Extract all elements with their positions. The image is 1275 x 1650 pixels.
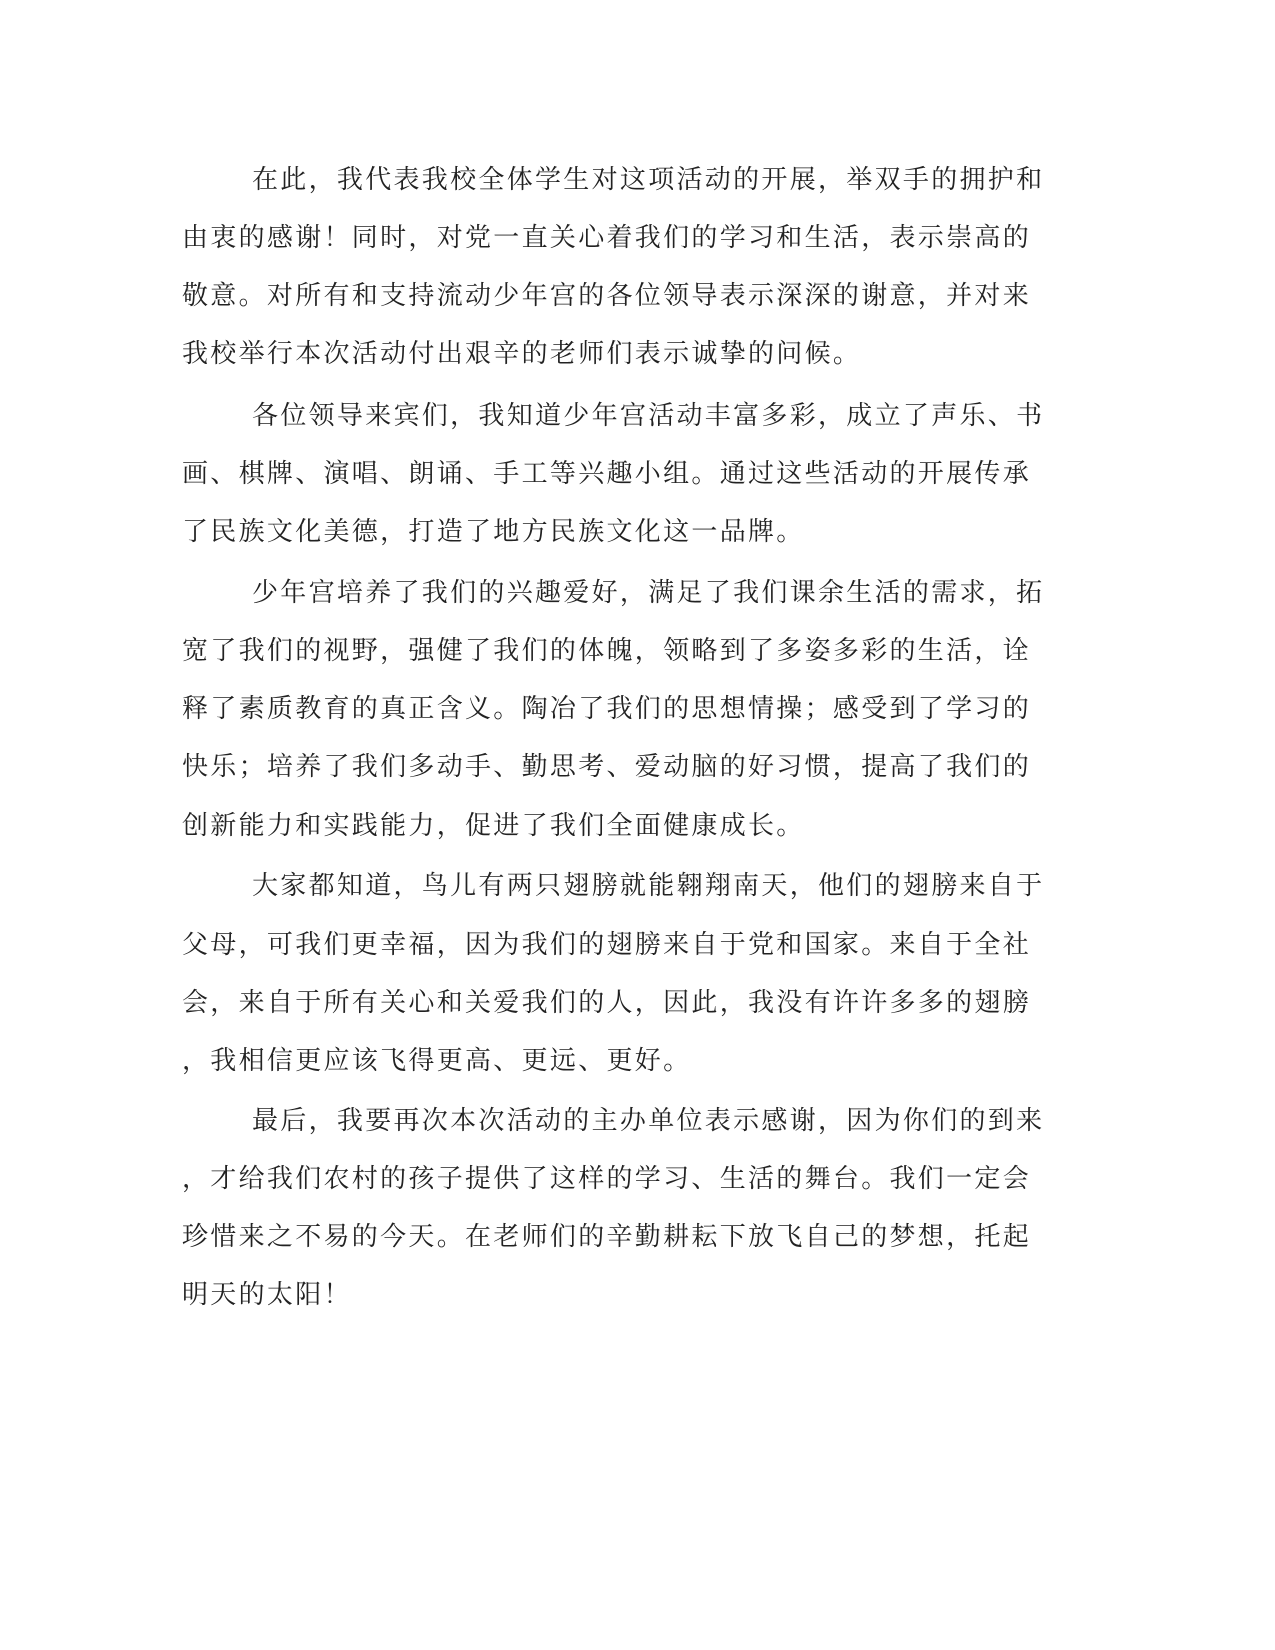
paragraph-4-line-3: 会，来自于所有关心和关爱我们的人，因此，我没有许许多多的翅膀 [182,988,1032,1018]
paragraph-1-line-3: 敬意。对所有和支持流动少年宫的各位领导表示深深的谢意，并对来 [182,281,1032,311]
paragraph-3-line-4: 快乐；培养了我们多动手、勤思考、爱动脑的好习惯，提高了我们的 [182,752,1032,782]
paragraph-3-line-2: 宽了我们的视野，强健了我们的体魄，领略到了多姿多彩的生活，诠 [182,636,1032,666]
paragraph-1-line-4: 我校举行本次活动付出艰辛的老师们表示诚挚的问候。 [182,339,862,369]
paragraph-5-line-1: 最后，我要再次本次活动的主办单位表示感谢，因为你们的到来 [252,1106,1045,1136]
paragraph-3-line-5: 创新能力和实践能力，促进了我们全面健康成长。 [182,811,805,841]
paragraph-2-line-1: 各位领导来宾们，我知道少年宫活动丰富多彩，成立了声乐、书 [252,401,1045,431]
paragraph-4-line-4: ，我相信更应该飞得更高、更远、更好。 [182,1046,692,1076]
paragraph-2-line-2: 画、棋牌、演唱、朗诵、手工等兴趣小组。通过这些活动的开展传承 [182,459,1032,489]
paragraph-5-line-3: 珍惜来之不易的今天。在老师们的辛勤耕耘下放飞自己的梦想，托起 [182,1222,1032,1252]
paragraph-1-line-2: 由衷的感谢！同时，对党一直关心着我们的学习和生活，表示崇高的 [182,223,1032,253]
paragraph-5-line-2: ，才给我们农村的孩子提供了这样的学习、生活的舞台。我们一定会 [182,1164,1032,1194]
paragraph-3-line-1: 少年宫培养了我们的兴趣爱好，满足了我们课余生活的需求，拓 [252,578,1045,608]
paragraph-2-line-3: 了民族文化美德，打造了地方民族文化这一品牌。 [182,517,805,547]
paragraph-5-line-4: 明天的太阳！ [182,1280,352,1310]
paragraph-4-line-2: 父母，可我们更幸福，因为我们的翅膀来自于党和国家。来自于全社 [182,930,1032,960]
paragraph-1-line-1: 在此，我代表我校全体学生对这项活动的开展，举双手的拥护和 [252,165,1045,195]
paragraph-3-line-3: 释了素质教育的真正含义。陶冶了我们的思想情操；感受到了学习的 [182,694,1032,724]
paragraph-4-line-1: 大家都知道，鸟儿有两只翅膀就能翱翔南天，他们的翅膀来自于 [252,871,1045,901]
